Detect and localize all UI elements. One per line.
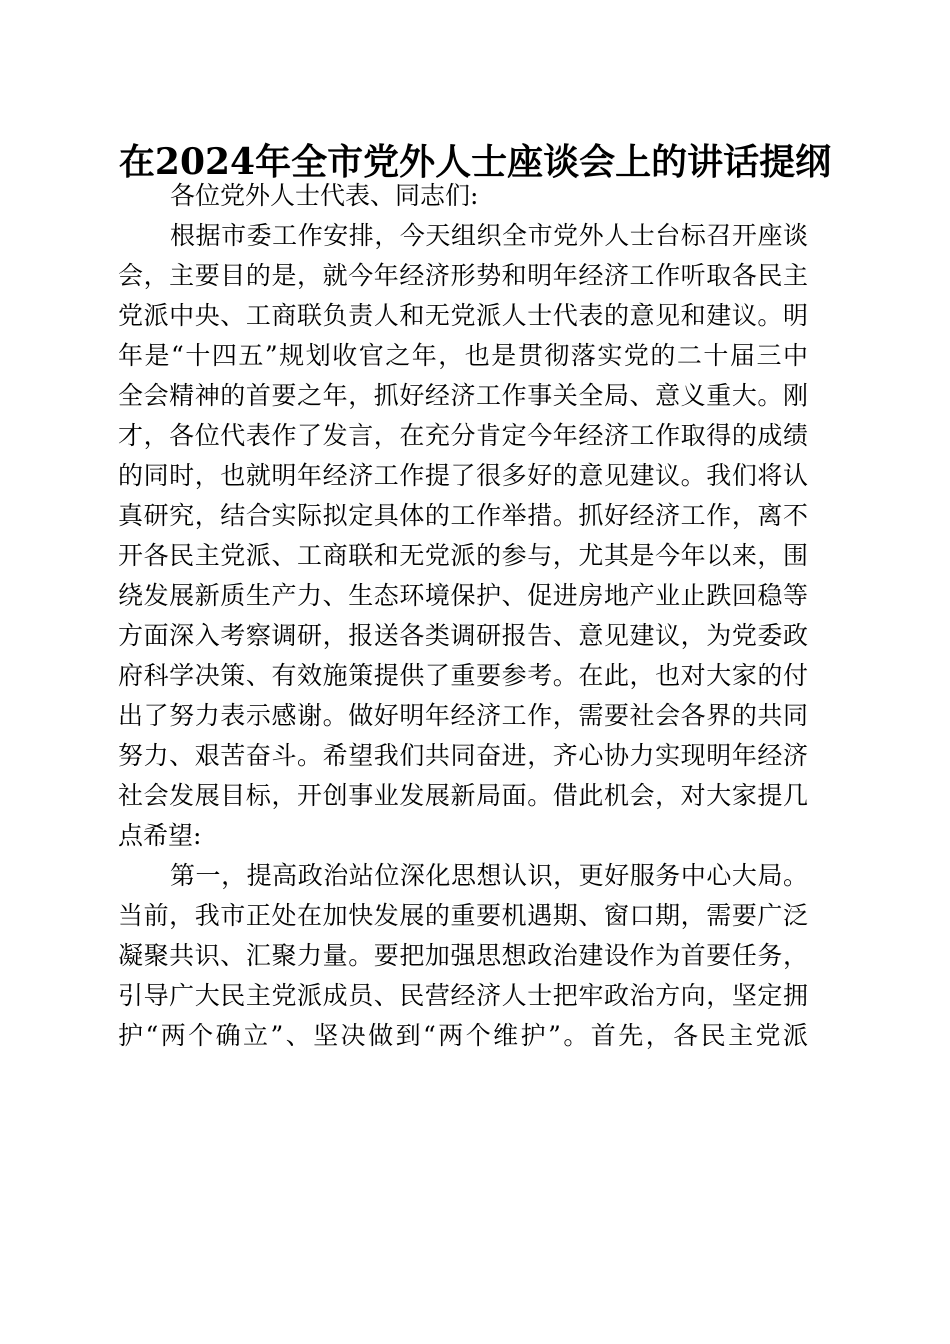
- paragraph-line: 方面深入考察调研，报送各类调研报告、意见建议，为党委政: [118, 621, 808, 650]
- paragraph-line: 点希望:: [118, 821, 202, 850]
- paragraph-line: 开各民主党派、工商联和无党派的参与，尤其是今年以来，围: [118, 541, 808, 570]
- paragraph-line: 才，各位代表作了发言，在充分肯定今年经济工作取得的成绩: [118, 421, 808, 450]
- paragraph-line: 党派中央、工商联负责人和无党派人士代表的意见和建议。明: [118, 301, 808, 330]
- paragraph-line: 府科学决策、有效施策提供了重要参考。在此，也对大家的付: [118, 661, 808, 690]
- paragraph-line: 会，主要目的是，就今年经济形势和明年经济工作听取各民主: [118, 261, 808, 290]
- paragraph-line: 根据市委工作安排，今天组织全市党外人士台标召开座谈: [170, 221, 808, 250]
- paragraph-line: 凝聚共识、汇聚力量。要把加强思想政治建设作为首要任务，: [118, 941, 808, 970]
- paragraph-line: 出了努力表示感谢。做好明年经济工作，需要社会各界的共同: [118, 701, 808, 730]
- paragraph-line: 护“两个确立”、坚决做到“两个维护”。首先，各民主党派: [118, 1021, 808, 1050]
- paragraph-line: 努力、艰苦奋斗。希望我们共同奋进，齐心协力实现明年经济: [118, 741, 808, 770]
- salutation-line: 各位党外人士代表、同志们:: [170, 181, 479, 210]
- paragraph-line: 社会发展目标，开创事业发展新局面。借此机会，对大家提几: [118, 781, 808, 810]
- paragraph-line: 当前，我市正处在加快发展的重要机遇期、窗口期，需要广泛: [118, 901, 808, 930]
- document-body: [118, 176, 808, 1056]
- document-title: 在2024年全市党外人士座谈会上的讲话提纲: [118, 141, 832, 183]
- paragraph-line: 真研究，结合实际拟定具体的工作举措。抓好经济工作，离不: [118, 501, 808, 530]
- paragraph-line: 全会精神的首要之年，抓好经济工作事关全局、意义重大。刚: [118, 381, 808, 410]
- paragraph-line: 年是“十四五”规划收官之年，也是贯彻落实党的二十届三中: [118, 341, 808, 370]
- paragraph-line: 的同时，也就明年经济工作提了很多好的意见建议。我们将认: [118, 461, 808, 490]
- paragraph-line: 引导广大民主党派成员、民营经济人士把牢政治方向，坚定拥: [118, 981, 808, 1010]
- paragraph-line: 绕发展新质生产力、生态环境保护、促进房地产业止跌回稳等: [118, 581, 808, 610]
- section-heading-line: 第一，提高政治站位深化思想认识，更好服务中心大局。: [170, 861, 808, 890]
